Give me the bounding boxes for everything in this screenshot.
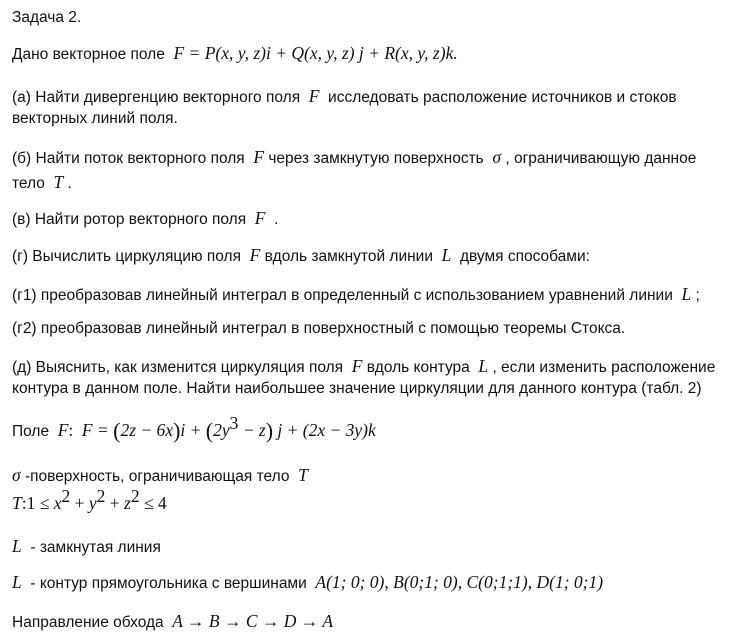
item-d-text1: (г) Вычислить циркуляцию поля bbox=[12, 248, 241, 265]
exponent: 3 bbox=[229, 413, 239, 433]
body-tail: ≤ 4 bbox=[139, 493, 167, 513]
body-symbol: T bbox=[12, 493, 22, 513]
item-d1-line bbox=[12, 284, 700, 306]
item-d2-text: (г2) преобразовав линейный интеграл в поверхностный с помощью теоремы Стокса. bbox=[12, 320, 626, 337]
item-d-text3: двумя способами: bbox=[459, 248, 590, 265]
field-symbol: F bbox=[308, 86, 320, 106]
field-symbol: F bbox=[253, 147, 265, 167]
vertex-list: A(1; 0; 0), B(0;1; 0), C(0;1;1), D(1; 0;1) bbox=[315, 572, 604, 592]
unit-k: k bbox=[368, 420, 376, 440]
item-b-text4: тело bbox=[12, 175, 45, 192]
item-d2-line bbox=[12, 319, 625, 339]
item-c-line bbox=[12, 208, 278, 230]
plus: + bbox=[70, 493, 89, 513]
field-definition bbox=[12, 413, 376, 443]
item-e-text3: , если изменить расположение bbox=[492, 359, 716, 376]
field-symbol: F bbox=[254, 208, 266, 228]
item-c-text2: . bbox=[274, 211, 279, 228]
body-symbol: T bbox=[53, 172, 64, 192]
task-title bbox=[12, 8, 81, 28]
component-i: 2z − 6x bbox=[120, 420, 174, 440]
item-b-line2 bbox=[12, 172, 72, 194]
general-field-formula: F = P(x, y, z)i + Q(x, y, z) j + R(x, y, z)k. bbox=[173, 43, 458, 63]
line-symbol: L bbox=[12, 572, 22, 592]
component-k: (2x − 3y) bbox=[302, 420, 368, 440]
component-j-b: − z bbox=[238, 420, 266, 440]
exponent: 2 bbox=[61, 486, 71, 506]
item-b-text5: . bbox=[67, 175, 72, 192]
contour-rect-line bbox=[12, 572, 603, 594]
given-field-line bbox=[12, 43, 458, 65]
line-symbol: L bbox=[12, 536, 22, 556]
body-symbol: T bbox=[298, 465, 308, 485]
field-symbol: F bbox=[351, 356, 363, 376]
body-lead: :1 ≤ bbox=[21, 493, 54, 513]
line-symbol: L bbox=[478, 356, 489, 376]
unit-i: i + bbox=[180, 420, 202, 440]
unit-j: j + bbox=[277, 420, 299, 440]
item-e-text4: контура в данном поле. Найти наибольшее значение циркуляции для данного контура (табл. 2) bbox=[12, 380, 702, 397]
field-lhs: F = bbox=[81, 420, 109, 440]
contour-closed-line bbox=[12, 536, 161, 558]
item-b-text1: (б) Найти поток векторного поля bbox=[12, 150, 245, 167]
field-symbol: F bbox=[249, 245, 261, 265]
contour-rect-text: - контур прямоугольника с вершинами bbox=[30, 575, 307, 592]
sigma-symbol: σ bbox=[492, 147, 502, 167]
field-label: Поле bbox=[12, 423, 50, 440]
open-paren: ( bbox=[113, 418, 121, 443]
item-c-text1: (в) Найти ротор векторного поля bbox=[12, 211, 247, 228]
item-d1-suffix: ; bbox=[695, 287, 700, 304]
close-paren: ) bbox=[173, 418, 181, 443]
sigma-symbol: σ bbox=[12, 465, 21, 485]
line-symbol: L bbox=[441, 245, 452, 265]
given-prefix: Дано векторное поле bbox=[12, 46, 165, 63]
close-paren: ) bbox=[265, 418, 274, 443]
direction-text: Направление обхода bbox=[12, 614, 164, 631]
item-e-line2 bbox=[12, 379, 702, 399]
component-j-a: 2y bbox=[213, 420, 230, 440]
task-title-text: Задача 2. bbox=[12, 9, 82, 26]
item-a-line2 bbox=[12, 109, 178, 129]
open-paren: ( bbox=[205, 418, 214, 443]
item-d-text2: вдоль замкнутой линии bbox=[264, 248, 433, 265]
item-d1-text: (г1) преобразовав линейный интеграл в определенный с использованием уравнений линии bbox=[12, 287, 673, 304]
contour-closed-text: - замкнутая линия bbox=[30, 539, 161, 556]
item-e-text1: (д) Выяснить, как изменится циркуляция поля bbox=[12, 359, 344, 376]
item-d-line bbox=[12, 245, 590, 267]
item-a-text1: (а) Найти дивергенцию векторного поля bbox=[12, 89, 301, 106]
item-e-line1 bbox=[12, 356, 715, 378]
item-a-text2: исследовать расположение источников и стоков bbox=[328, 89, 677, 106]
exponent: 2 bbox=[130, 486, 140, 506]
direction-path: A → B → C → D → A bbox=[172, 611, 334, 631]
item-a-text3: векторных линий поля. bbox=[12, 110, 178, 127]
exponent: 2 bbox=[96, 486, 106, 506]
var-y: y bbox=[88, 493, 97, 513]
item-b-text3: , ограничивающую данное bbox=[505, 150, 697, 167]
body-definition bbox=[12, 486, 167, 515]
plus: + bbox=[105, 493, 125, 513]
line-symbol: L bbox=[681, 284, 692, 304]
item-b-line1 bbox=[12, 147, 696, 169]
item-e-text2: вдоль контура bbox=[366, 359, 470, 376]
sigma-definition bbox=[12, 465, 308, 487]
item-b-text2: через замкнутую поверхность bbox=[268, 150, 484, 167]
var-z: z bbox=[124, 493, 131, 513]
field-symbol: F bbox=[57, 420, 69, 440]
colon: : bbox=[68, 420, 74, 440]
item-a-line1 bbox=[12, 86, 677, 108]
sigma-text: -поверхность, ограничивающая тело bbox=[24, 468, 290, 485]
direction-line bbox=[12, 611, 333, 633]
var-x: x bbox=[53, 493, 62, 513]
